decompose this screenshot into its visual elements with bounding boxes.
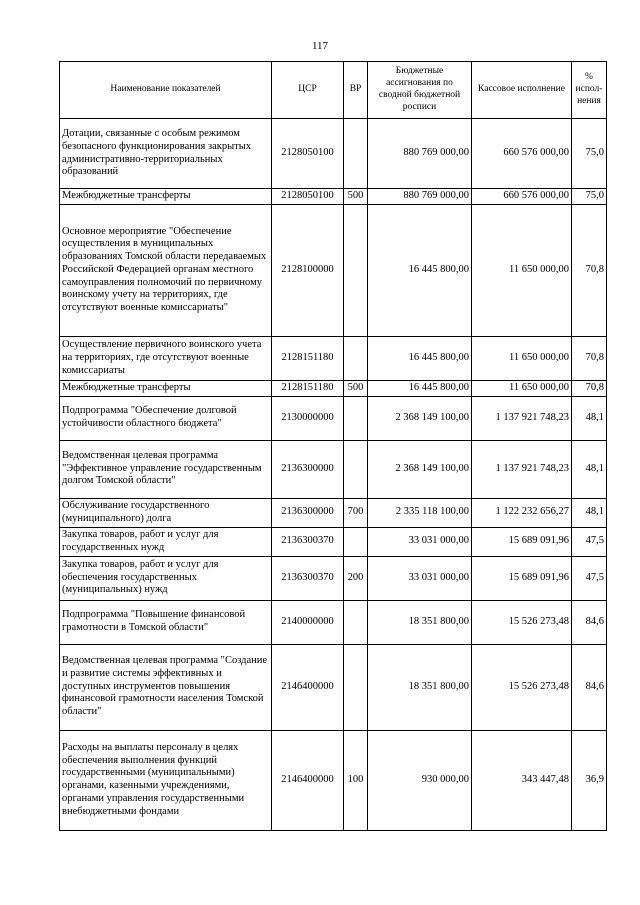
table-header-row [60,62,607,119]
row-percent: 47,5 [572,556,607,600]
row-allocation: 930 000,00 [368,730,472,830]
row-allocation: 2 335 118 100,00 [368,498,472,527]
row-vr [344,336,368,380]
table-row [60,440,607,498]
row-csr: 2146400000 [272,730,344,830]
row-percent: 70,8 [572,380,607,396]
row-execution: 660 576 000,00 [472,189,572,205]
row-vr [344,396,368,440]
row-vr [344,527,368,556]
row-name: Закупка товаров, работ и услуг для государственных нужд [60,527,272,556]
row-percent: 70,8 [572,336,607,380]
row-execution: 11 650 000,00 [472,204,572,336]
header-allocations: Бюджетные ассигнования по сводной бюджетной росписи [368,62,472,119]
row-csr: 2136300370 [272,556,344,600]
row-allocation: 33 031 000,00 [368,556,472,600]
row-name: Осуществление первичного воинского учета на территориях, где отсутствуют военные комиссариаты [60,336,272,380]
row-vr: 200 [344,556,368,600]
header-execution: Кассовое исполнение [472,62,572,119]
row-execution: 15 526 273,48 [472,600,572,644]
row-name: Межбюджетные трансферты [60,380,272,396]
row-vr [344,204,368,336]
row-name: Дотации, связанные с особым режимом безопасного функционирования закрытых административно-территориальных образований [60,119,272,189]
row-allocation: 33 031 000,00 [368,527,472,556]
row-allocation: 18 351 800,00 [368,644,472,730]
table-row [60,498,607,527]
row-name: Расходы на выплаты персоналу в целях обеспечения выполнения функций государственными (муниципальными) органами, казенными учреждениями, органами управления государственными внебюджетными фондами [60,730,272,830]
row-execution: 660 576 000,00 [472,119,572,189]
row-name: Межбюджетные трансферты [60,189,272,205]
row-csr: 2146400000 [272,644,344,730]
header-name: Наименование показателей [60,62,272,119]
table-row [60,396,607,440]
table-row [60,189,607,205]
header-vr: ВР [344,62,368,119]
row-vr [344,440,368,498]
table-row [60,556,607,600]
row-percent: 84,6 [572,600,607,644]
row-csr: 2140000000 [272,600,344,644]
row-execution: 1 122 232 656,27 [472,498,572,527]
row-csr: 2136300370 [272,527,344,556]
row-csr: 2128151180 [272,380,344,396]
row-execution: 1 137 921 748,23 [472,396,572,440]
row-allocation: 2 368 149 100,00 [368,440,472,498]
budget-execution-table [59,61,607,831]
row-allocation: 18 351 800,00 [368,600,472,644]
row-allocation: 16 445 800,00 [368,336,472,380]
row-vr: 100 [344,730,368,830]
row-name: Ведомственная целевая программа "Создание и развитие системы эффективных и доступных инструментов повышения финансовой грамотности населения Томской области" [60,644,272,730]
row-execution: 15 689 091,96 [472,527,572,556]
header-csr: ЦСР [272,62,344,119]
row-allocation: 16 445 800,00 [368,204,472,336]
row-allocation: 880 769 000,00 [368,189,472,205]
row-execution: 15 526 273,48 [472,644,572,730]
row-csr: 2128050100 [272,189,344,205]
table-row [60,380,607,396]
row-csr: 2130000000 [272,396,344,440]
table-row [60,527,607,556]
row-name: Закупка товаров, работ и услуг для обеспечения государственных (муниципальных) нужд [60,556,272,600]
row-percent: 70,8 [572,204,607,336]
row-vr [344,644,368,730]
table-row [60,204,607,336]
row-allocation: 880 769 000,00 [368,119,472,189]
row-percent: 48,1 [572,498,607,527]
row-percent: 47,5 [572,527,607,556]
row-percent: 75,0 [572,189,607,205]
table-row [60,600,607,644]
page-number: 117 [311,40,329,52]
table-row [60,730,607,830]
row-vr: 700 [344,498,368,527]
row-percent: 75,0 [572,119,607,189]
row-name: Подпрограмма "Повышение финансовой грамотности в Томской области" [60,600,272,644]
row-allocation: 16 445 800,00 [368,380,472,396]
row-vr: 500 [344,189,368,205]
row-name: Ведомственная целевая программа "Эффективное управление государственным долгом Томской области" [60,440,272,498]
row-name: Обслуживание государственного (муниципального) долга [60,498,272,527]
row-csr: 2128050100 [272,119,344,189]
header-percent: % испол-нения [572,62,607,119]
row-vr [344,600,368,644]
row-percent: 84,6 [572,644,607,730]
row-allocation: 2 368 149 100,00 [368,396,472,440]
row-name: Основное мероприятие "Обеспечение осуществления в муниципальных образованиях Томской области передаваемых Российской Федерацией органам местного самоуправления полномочий по первичному воинскому учету на территориях, где отсутствуют военные комиссариаты" [60,204,272,336]
row-csr: 2136300000 [272,498,344,527]
table-row [60,336,607,380]
row-csr: 2128151180 [272,336,344,380]
row-execution: 1 137 921 748,23 [472,440,572,498]
row-csr: 2136300000 [272,440,344,498]
row-vr [344,119,368,189]
row-percent: 36,9 [572,730,607,830]
table-row [60,119,607,189]
row-csr: 2128100000 [272,204,344,336]
row-execution: 343 447,48 [472,730,572,830]
row-percent: 48,1 [572,396,607,440]
row-name: Подпрограмма "Обеспечение долговой устойчивости областного бюджета" [60,396,272,440]
table-row [60,644,607,730]
row-execution: 11 650 000,00 [472,380,572,396]
row-execution: 15 689 091,96 [472,556,572,600]
row-percent: 48,1 [572,440,607,498]
row-vr: 500 [344,380,368,396]
row-execution: 11 650 000,00 [472,336,572,380]
